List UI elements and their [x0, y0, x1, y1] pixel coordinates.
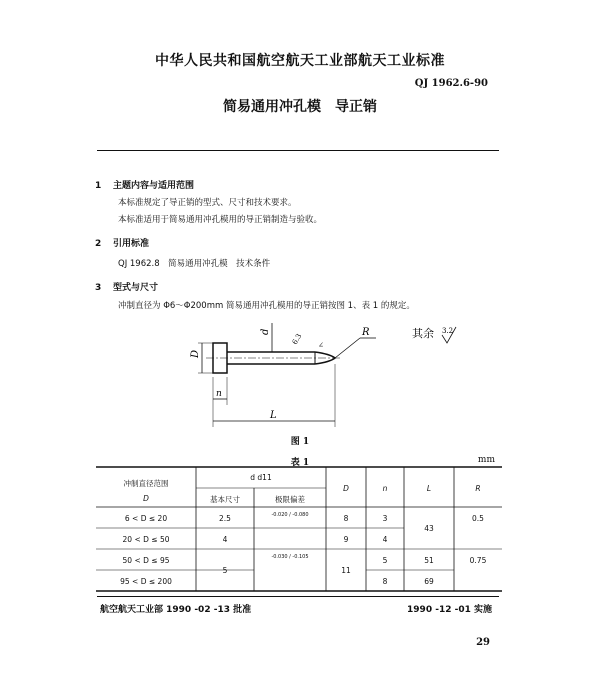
header-d-nominal: 基本尺寸 — [210, 495, 240, 504]
section-2-heading — [95, 236, 149, 249]
row-3-n: 5 — [382, 556, 388, 565]
section-3-heading — [95, 280, 158, 293]
header-range: 冲制直径范围 — [123, 479, 169, 488]
section-1-heading — [95, 178, 194, 191]
standard-code: QJ 1962.6-90 — [414, 78, 488, 89]
section-2-reference: QJ 1962.8 简易通用冲孔模 技术条件 — [118, 259, 271, 269]
tip-note: 6.3 — [290, 332, 304, 346]
section-number: 1 — [95, 181, 102, 191]
section-1-para-1: 本标准规定了导正销的型式、尺寸和技术要求。 — [118, 198, 297, 208]
row-1-D: 8 — [343, 514, 349, 523]
table-unit: mm — [477, 455, 495, 465]
standard-org-title: 中华人民共和国航空航天工业部航天工业标准 — [155, 53, 445, 69]
row-1-R: 0.5 — [472, 514, 484, 523]
section-heading-text: 引用标准 — [113, 239, 150, 249]
table-text — [96, 466, 502, 596]
row-3-R: 0.75 — [469, 556, 487, 565]
dim-d-label: d — [260, 328, 271, 335]
row-2-D: 9 — [343, 535, 349, 544]
section-number: 3 — [95, 283, 102, 293]
dim-D-label: D — [190, 349, 201, 358]
row-4-n: 8 — [382, 577, 388, 586]
dim-R-label: R — [362, 327, 370, 338]
section-heading-text: 型式与尺寸 — [113, 283, 159, 293]
row-3-tol: -0.030 / -0.105 — [271, 554, 309, 560]
footer-divider — [97, 596, 499, 597]
row-2-range: 20 < D ≤ 50 — [122, 535, 170, 544]
row-1-L: 43 — [424, 524, 434, 533]
row-1-range: 6 < D ≤ 20 — [124, 514, 168, 523]
row-3-d: 5 — [222, 566, 228, 575]
row-3-L: 51 — [424, 556, 434, 565]
header-L: L — [426, 484, 432, 493]
header-d-group: d d11 — [250, 473, 272, 482]
row-1-n: 3 — [382, 514, 388, 523]
figure-label: 图 1 — [290, 437, 310, 447]
row-4-L: 69 — [424, 577, 434, 586]
section-number: 2 — [95, 239, 102, 249]
header-D: D — [343, 484, 349, 493]
effective-date: 1990 -12 -01 实施 — [407, 605, 492, 615]
header-range-sub: D — [143, 494, 149, 503]
approval-date: 航空航天工业部 1990 -02 -13 批准 — [100, 605, 252, 615]
table-title: 表 1 — [290, 458, 310, 468]
dim-R-leader — [335, 338, 360, 358]
tip-angle-mark: ∠ — [318, 341, 324, 349]
section-heading-text: 主题内容与适用范围 — [113, 181, 195, 191]
top-divider — [97, 150, 499, 151]
document-title: 简易通用冲孔模 导正销 — [223, 99, 377, 115]
header-n: n — [382, 484, 388, 493]
header-R: R — [475, 484, 481, 493]
page-number: 29 — [476, 637, 490, 648]
row-2-n: 4 — [382, 535, 388, 544]
row-1-d: 2.5 — [219, 514, 231, 523]
roughness-note: 其余 — [412, 327, 434, 340]
dim-L-label: L — [270, 410, 277, 421]
section-3-para: 冲制直径为 Φ6～Φ200mm 简易通用冲孔模用的导正销按图 1、表 1 的规定。 — [118, 301, 415, 311]
pilot-pin-drawing — [180, 315, 500, 435]
row-2-d: 4 — [222, 535, 228, 544]
row-1-tol: -0.020 / -0.080 — [271, 512, 309, 518]
dim-n-label: n — [216, 389, 222, 399]
section-1-para-2: 本标准适用于简易通用冲孔模用的导正销制造与验收。 — [118, 215, 323, 225]
row-4-range: 95 < D ≤ 200 — [120, 577, 172, 586]
header-d-tol: 极限偏差 — [275, 495, 305, 504]
roughness-value: 3.2 — [442, 327, 454, 335]
row-3-D: 11 — [341, 566, 351, 575]
row-3-range: 50 < D ≤ 95 — [122, 556, 170, 565]
